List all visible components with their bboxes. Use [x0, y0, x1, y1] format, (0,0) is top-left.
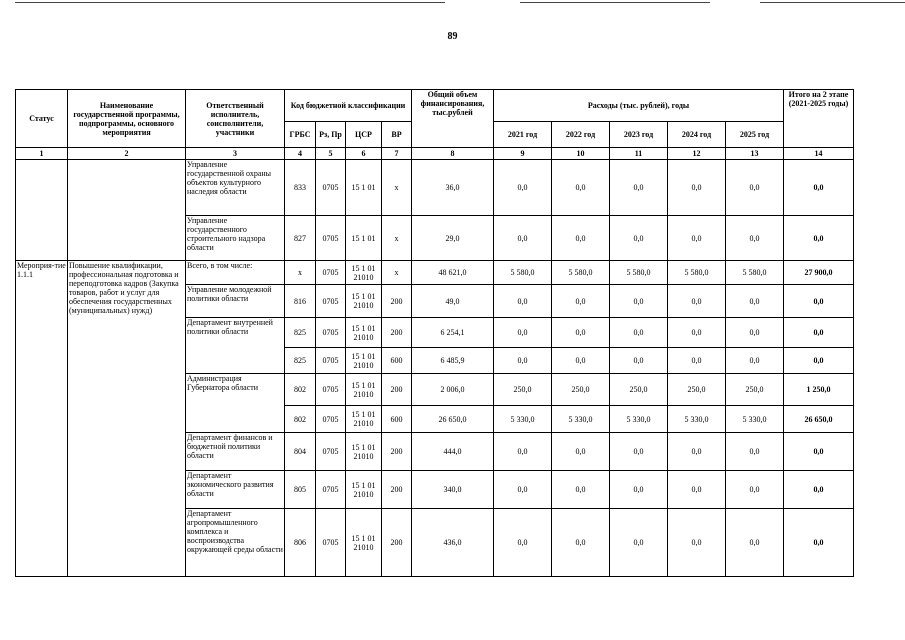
y2023-cell: 0,0 [610, 509, 668, 577]
total-cell: 2 006,0 [412, 374, 494, 406]
sum-cell: 0,0 [784, 160, 854, 216]
column-number: 10 [552, 148, 610, 160]
grbs-cell: 827 [285, 216, 316, 261]
column-number: 2 [68, 148, 186, 160]
header-expenses: Расходы (тыс. рублей), годы [494, 90, 784, 122]
y2023-cell: 0,0 [610, 433, 668, 471]
grbs-cell: 806 [285, 509, 316, 577]
y2021-cell: 0,0 [494, 216, 552, 261]
sum-cell: 27 900,0 [784, 261, 854, 285]
executor-cell: Департамент финансов и бюджетной политики области [186, 433, 285, 471]
column-number: 11 [610, 148, 668, 160]
y2024-cell: 5 330,0 [668, 406, 726, 433]
y2021-cell: 0,0 [494, 471, 552, 509]
y2025-cell: 5 330,0 [726, 406, 784, 433]
executor-cell: Управление государственного строительного надзора области [186, 216, 285, 261]
y2025-cell: 0,0 [726, 160, 784, 216]
sum-cell: 0,0 [784, 509, 854, 577]
rzpr-cell: 0705 [316, 216, 346, 261]
y2022-cell: 0,0 [552, 216, 610, 261]
header-vr: ВР [382, 122, 412, 148]
executor-cell: Всего, в том числе: [186, 261, 285, 285]
grbs-cell: 804 [285, 433, 316, 471]
header-2021: 2021 год [494, 122, 552, 148]
rzpr-cell: 0705 [316, 509, 346, 577]
sum-cell: 1 250,0 [784, 374, 854, 406]
y2022-cell: 0,0 [552, 160, 610, 216]
top-edge-line [760, 2, 905, 3]
y2024-cell: 0,0 [668, 509, 726, 577]
vr-cell: х [382, 216, 412, 261]
column-number: 5 [316, 148, 346, 160]
rzpr-cell: 0705 [316, 471, 346, 509]
y2025-cell: 250,0 [726, 374, 784, 406]
vr-cell: х [382, 261, 412, 285]
y2023-cell: 5 580,0 [610, 261, 668, 285]
header-csr: ЦСР [346, 122, 382, 148]
header-grbs: ГРБС [285, 122, 316, 148]
y2024-cell: 0,0 [668, 160, 726, 216]
y2021-cell: 0,0 [494, 318, 552, 348]
sum-cell: 0,0 [784, 285, 854, 318]
sum-cell: 0,0 [784, 433, 854, 471]
csr-cell: 15 1 01 21010 [346, 406, 382, 433]
y2022-cell: 250,0 [552, 374, 610, 406]
total-cell: 6 485,9 [412, 348, 494, 374]
y2022-cell: 5 330,0 [552, 406, 610, 433]
column-number: 9 [494, 148, 552, 160]
rzpr-cell: 0705 [316, 261, 346, 285]
name-cell [68, 160, 186, 261]
header-budget-code: Код бюджетной классификации [285, 90, 412, 122]
table-row [16, 261, 854, 285]
vr-cell: 200 [382, 433, 412, 471]
column-number: 12 [668, 148, 726, 160]
csr-cell: 15 1 01 [346, 160, 382, 216]
y2023-cell: 0,0 [610, 285, 668, 318]
rzpr-cell: 0705 [316, 285, 346, 318]
table-row [16, 160, 854, 216]
total-cell: 340,0 [412, 471, 494, 509]
grbs-cell: х [285, 261, 316, 285]
y2022-cell: 0,0 [552, 285, 610, 318]
y2024-cell: 250,0 [668, 374, 726, 406]
y2023-cell: 0,0 [610, 471, 668, 509]
y2025-cell: 0,0 [726, 348, 784, 374]
executor-cell: Администрация Губернатора области [186, 374, 285, 433]
column-number: 7 [382, 148, 412, 160]
csr-cell: 15 1 01 21010 [346, 261, 382, 285]
y2021-cell: 0,0 [494, 509, 552, 577]
total-cell: 6 254,1 [412, 318, 494, 348]
grbs-cell: 833 [285, 160, 316, 216]
grbs-cell: 805 [285, 471, 316, 509]
grbs-cell: 825 [285, 318, 316, 348]
header-status: Статус [16, 90, 68, 148]
y2021-cell: 5 330,0 [494, 406, 552, 433]
y2023-cell: 0,0 [610, 160, 668, 216]
y2023-cell: 250,0 [610, 374, 668, 406]
column-number: 4 [285, 148, 316, 160]
sum-cell: 0,0 [784, 348, 854, 374]
y2025-cell: 0,0 [726, 285, 784, 318]
column-number: 3 [186, 148, 285, 160]
vr-cell: 200 [382, 374, 412, 406]
y2025-cell: 0,0 [726, 318, 784, 348]
top-edge-line [520, 2, 710, 3]
csr-cell: 15 1 01 21010 [346, 318, 382, 348]
header-executor: Ответственный исполнитель, соисполнители, участники [186, 90, 285, 148]
column-number: 14 [784, 148, 854, 160]
executor-cell: Департамент внутренней политики области [186, 318, 285, 374]
y2023-cell: 0,0 [610, 348, 668, 374]
y2022-cell: 0,0 [552, 318, 610, 348]
status-cell: Мероприя-тие 1.1.1 [16, 261, 68, 577]
grbs-cell: 802 [285, 406, 316, 433]
total-cell: 444,0 [412, 433, 494, 471]
header-total-stage: Итого на 2 этапе (2021-2025 годы) [784, 90, 854, 148]
column-number-row [16, 148, 854, 160]
y2021-cell: 0,0 [494, 433, 552, 471]
sum-cell: 0,0 [784, 318, 854, 348]
y2023-cell: 0,0 [610, 216, 668, 261]
y2024-cell: 0,0 [668, 348, 726, 374]
rzpr-cell: 0705 [316, 348, 346, 374]
vr-cell: 600 [382, 348, 412, 374]
executor-cell: Департамент агропромышленного комплекса и воспроизводства окружающей среды области [186, 509, 285, 577]
y2022-cell: 0,0 [552, 433, 610, 471]
y2025-cell: 0,0 [726, 471, 784, 509]
y2024-cell: 0,0 [668, 318, 726, 348]
rzpr-cell: 0705 [316, 374, 346, 406]
y2022-cell: 5 580,0 [552, 261, 610, 285]
y2023-cell: 5 330,0 [610, 406, 668, 433]
rzpr-cell: 0705 [316, 160, 346, 216]
y2022-cell: 0,0 [552, 509, 610, 577]
column-number: 8 [412, 148, 494, 160]
y2021-cell: 0,0 [494, 160, 552, 216]
column-number: 1 [16, 148, 68, 160]
total-cell: 48 621,0 [412, 261, 494, 285]
csr-cell: 15 1 01 21010 [346, 374, 382, 406]
total-cell: 26 650,0 [412, 406, 494, 433]
vr-cell: 200 [382, 509, 412, 577]
rzpr-cell: 0705 [316, 433, 346, 471]
y2023-cell: 0,0 [610, 318, 668, 348]
rzpr-cell: 0705 [316, 406, 346, 433]
y2021-cell: 250,0 [494, 374, 552, 406]
budget-table [15, 89, 854, 577]
csr-cell: 15 1 01 21010 [346, 348, 382, 374]
status-cell [16, 160, 68, 261]
y2024-cell: 0,0 [668, 433, 726, 471]
column-number: 6 [346, 148, 382, 160]
vr-cell: 200 [382, 285, 412, 318]
header-2022: 2022 год [552, 122, 610, 148]
y2024-cell: 5 580,0 [668, 261, 726, 285]
total-cell: 436,0 [412, 509, 494, 577]
y2025-cell: 0,0 [726, 216, 784, 261]
total-cell: 36,0 [412, 160, 494, 216]
sum-cell: 0,0 [784, 216, 854, 261]
y2021-cell: 0,0 [494, 348, 552, 374]
header-name: Наименование государственной программы, подпрограммы, основного мероприятия [68, 90, 186, 148]
csr-cell: 15 1 01 21010 [346, 509, 382, 577]
column-number: 13 [726, 148, 784, 160]
page-number: 89 [447, 31, 458, 42]
header-rzpr: Рз, Пр [316, 122, 346, 148]
grbs-cell: 825 [285, 348, 316, 374]
header-total-volume: Общий объем финансирования, тыс.рублей [412, 90, 494, 148]
activity-name-cell: Повышение квалификации, профессиональная подготовка и переподготовка кадров (Закупка товаров, работ и услуг для обеспечения государственных (муниципальных) нужд) [68, 261, 186, 577]
y2024-cell: 0,0 [668, 471, 726, 509]
y2022-cell: 0,0 [552, 348, 610, 374]
y2024-cell: 0,0 [668, 285, 726, 318]
header-2024: 2024 год [668, 122, 726, 148]
sum-cell: 0,0 [784, 471, 854, 509]
y2021-cell: 0,0 [494, 285, 552, 318]
vr-cell: 200 [382, 471, 412, 509]
sum-cell: 26 650,0 [784, 406, 854, 433]
executor-cell: Управление государственной охраны объектов культурного наследия области [186, 160, 285, 216]
rzpr-cell: 0705 [316, 318, 346, 348]
y2025-cell: 5 580,0 [726, 261, 784, 285]
grbs-cell: 816 [285, 285, 316, 318]
header-2025: 2025 год [726, 122, 784, 148]
y2021-cell: 5 580,0 [494, 261, 552, 285]
csr-cell: 15 1 01 [346, 216, 382, 261]
vr-cell: 200 [382, 318, 412, 348]
total-cell: 49,0 [412, 285, 494, 318]
top-edge-line [15, 2, 445, 3]
csr-cell: 15 1 01 21010 [346, 471, 382, 509]
total-cell: 29,0 [412, 216, 494, 261]
executor-cell: Департамент экономического развития области [186, 471, 285, 509]
header-2023: 2023 год [610, 122, 668, 148]
y2025-cell: 0,0 [726, 509, 784, 577]
grbs-cell: 802 [285, 374, 316, 406]
vr-cell: 600 [382, 406, 412, 433]
csr-cell: 15 1 01 21010 [346, 433, 382, 471]
csr-cell: 15 1 01 21010 [346, 285, 382, 318]
y2025-cell: 0,0 [726, 433, 784, 471]
y2024-cell: 0,0 [668, 216, 726, 261]
vr-cell: х [382, 160, 412, 216]
executor-cell: Управление молодежной политики области [186, 285, 285, 318]
y2022-cell: 0,0 [552, 471, 610, 509]
